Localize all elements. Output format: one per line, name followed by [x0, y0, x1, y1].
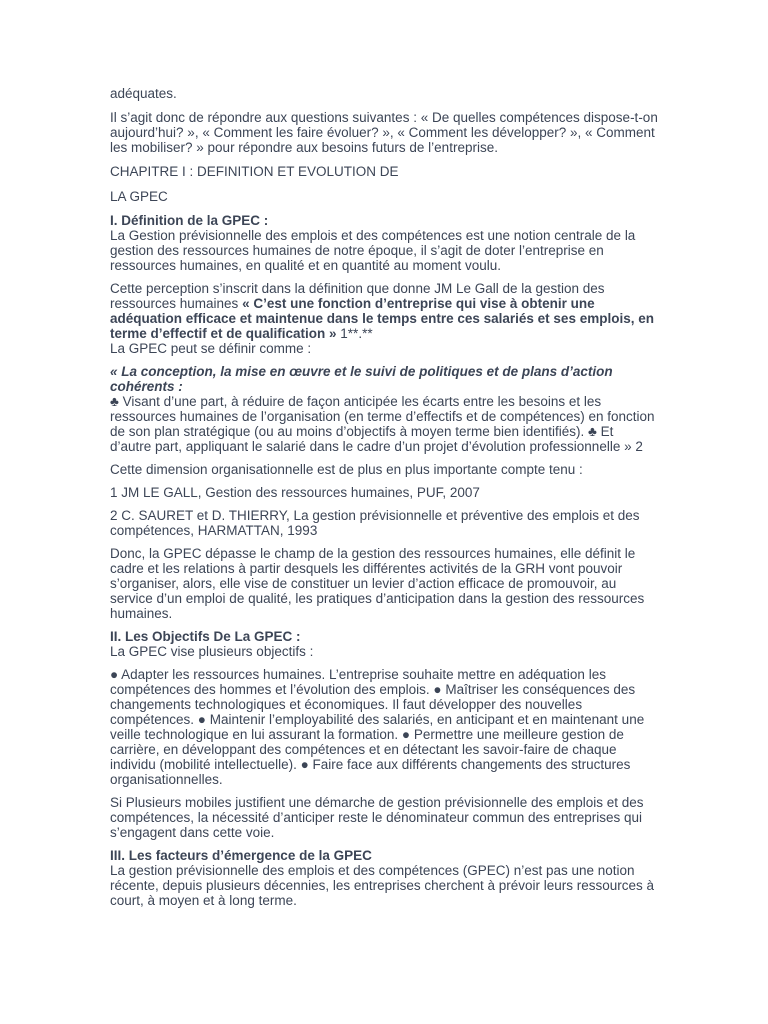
section1-paragraph3: La GPEC peut se définir comme : — [110, 341, 312, 356]
chapter-title-line1: CHAPITRE I : DEFINITION ET EVOLUTION DE — [110, 164, 399, 179]
paragraph-adequates: adéquates. — [110, 86, 177, 101]
gpec-definition-body: ♣ Visant d’une part, à réduire de façon anticipée les écarts entre les besoins et les ressources humaines de l’organisation (en terme d’effectifs et de compétences) en fonction de son plan stratégique (ou au moins d’objectifs à moyen terme bien identifiés). ♣ Et d’autre part, appliquant le salarié dans le cadre d’un projet d’évolution professionnelle » 2 — [110, 394, 655, 454]
section1-paragraph1: La Gestion prévisionnelle des emplois et des compétences est une notion centrale de la gestion des ressources humaines de notre époque, il s’agit de doter l’entreprise en ressources humaines, en qualité et en quantité au moment voulu. — [110, 228, 636, 273]
section2-paragraph3: Si Plusieurs mobiles justifient une démarche de gestion prévisionnelle des emplois et des compétences, la nécessité d’anticiper reste le dénominateur commun des entreprises qui s’engagent dans cette voie. — [110, 795, 644, 840]
section3-paragraph1: La gestion prévisionnelle des emplois et des compétences (GPEC) n’est pas une notion récente, depuis plusieurs décennies, les entreprises cherchent à prévoir leurs ressources à court, à moyen et à long terme. — [110, 863, 655, 908]
gpec-definition-quote: « La conception, la mise en œuvre et le suivi de politiques et de plans d’action cohérents : — [110, 364, 613, 394]
section3-heading: III. Les facteurs d’émergence de la GPEC — [110, 848, 372, 863]
section1-paragraph4: Cette dimension organisationnelle est de plus en plus importante compte tenu : — [110, 462, 583, 477]
document-page — [110, 86, 658, 908]
section1-paragraph5: Donc, la GPEC dépasse le champ de la gestion des ressources humaines, elle définit le cadre et les relations à partir desquels les différentes activités de la GRH vont pouvoir s’organiser, alors, elle vise de constituer un levier d’action efficace de promouvoir, au service d’un emploi de qualité, les pratiques d’anticipation dans la gestion des ressources humaines. — [110, 546, 645, 621]
le-gall-definition-quote: « C’est une fonction d’entreprise qui vise à obtenir une adéquation efficace et maintenue dans le temps entre ces salariés et ses emplois, en terme d’effectif et de qualification » — [110, 296, 654, 341]
section1-p2-text: Cette perception s’inscrit dans la définition que donne JM Le Gall de la gestion des ressources humaines — [110, 281, 605, 311]
footnote-1: 1 JM LE GALL, Gestion des ressources humaines, PUF, 2007 — [110, 485, 480, 500]
footnote-ref-1: 1**.** — [336, 326, 373, 341]
footnote-2: 2 C. SAURET et D. THIERRY, La gestion prévisionnelle et préventive des emplois et des compétences, HARMATTAN, 1993 — [110, 508, 640, 538]
chapter-title-line2: LA GPEC — [110, 189, 168, 204]
section1-paragraph2 — [110, 281, 658, 341]
paragraph-questions: Il s’agit donc de répondre aux questions suivantes : « De quelles compétences dispose-t-on aujourd’hui? », « Comment les faire évoluer? », « Comment les développer? », « Comment les mobiliser? » pour répondre aux besoins futurs de l’entreprise. — [110, 110, 658, 155]
section2-objectives-list: ● Adapter les ressources humaines. L’entreprise souhaite mettre en adéquation les compétences des hommes et l’évolution des emplois. ● Maîtriser les conséquences des changements technologiques et économiques. Il faut développer des nouvelles compétences. ● Maintenir l’employabilité des salariés, en anticipant et en maintenant une veille technologique en lui assurant la formation. ● Permettre une meilleure gestion de carrière, en développant des compétences et en détectant les savoir-faire de chaque individu (mobilité intellectuelle). ● Faire face aux différents changements des structures organisationnelles. — [110, 667, 645, 787]
section2-paragraph1: La GPEC vise plusieurs objectifs : — [110, 644, 314, 659]
section2-heading: II. Les Objectifs De La GPEC : — [110, 629, 301, 644]
section1-heading: I. Définition de la GPEC : — [110, 213, 269, 228]
